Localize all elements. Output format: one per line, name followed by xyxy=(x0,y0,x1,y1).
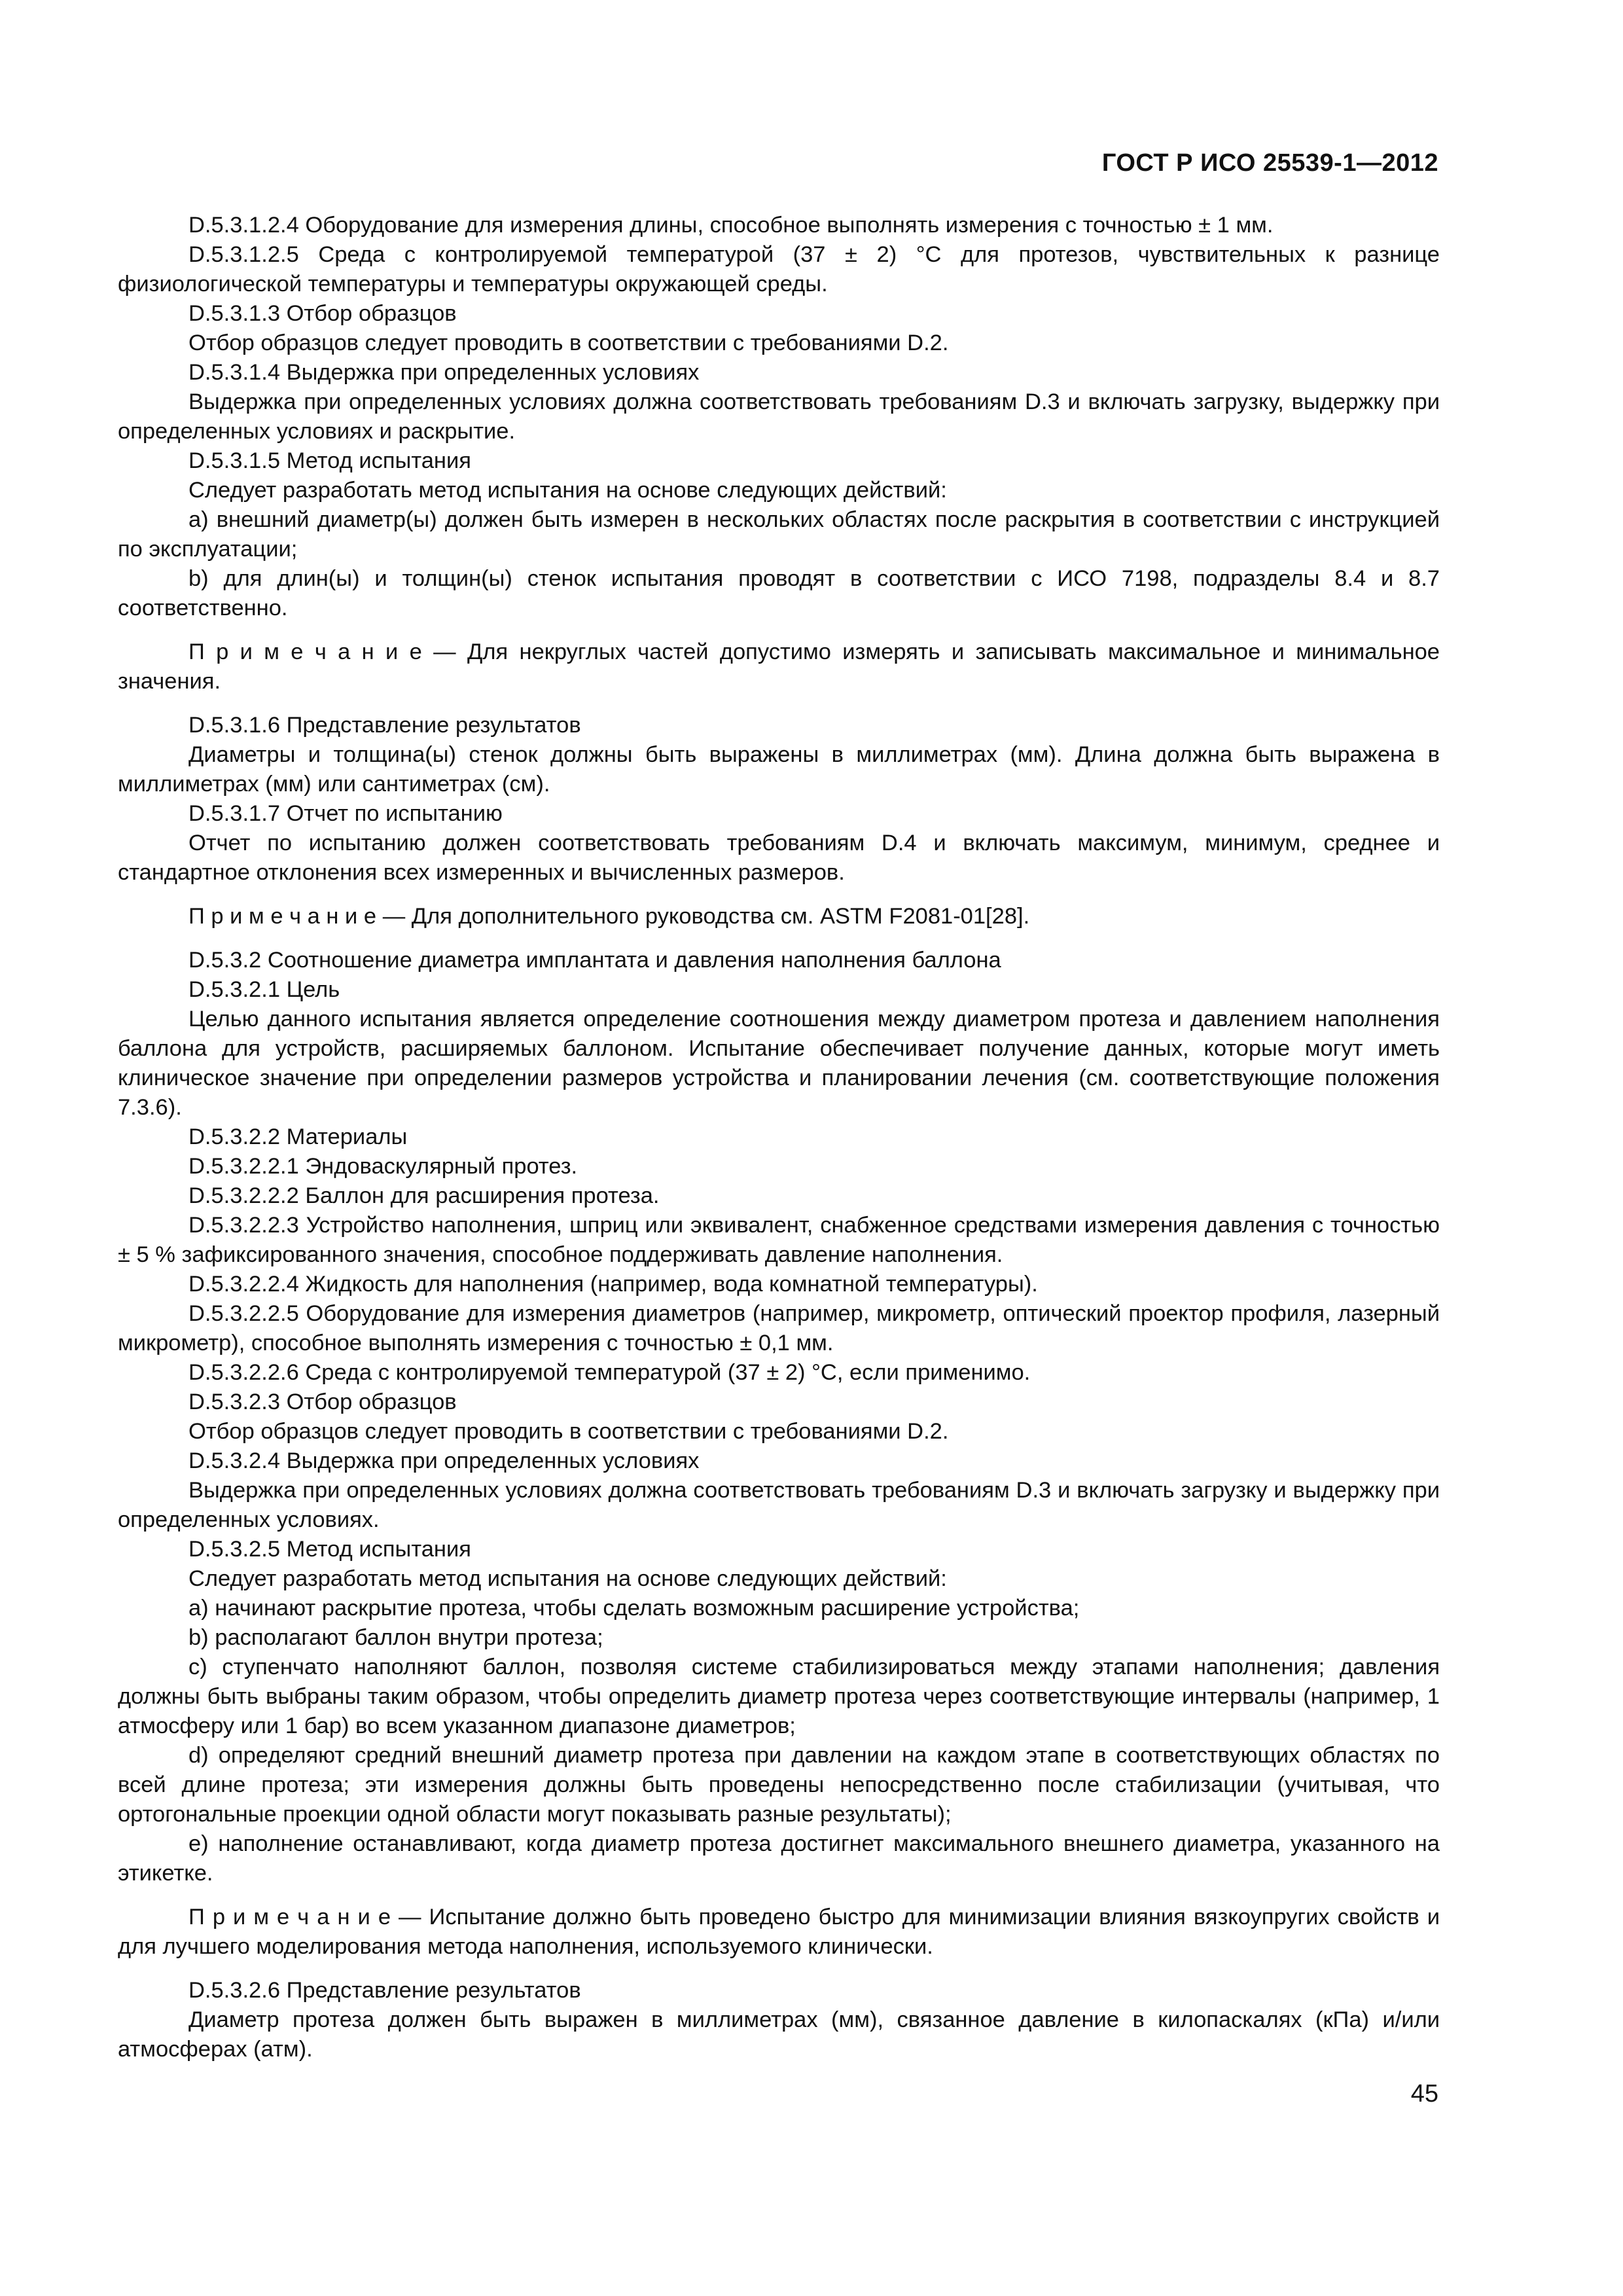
paragraph: Отчет по испытанию должен соответствовать требованиям D.4 и включать максимум, минимум, среднее и стандартное отклонения всех измеренных и вычисленных размеров. xyxy=(118,831,1440,885)
section-heading: D.5.3.2.3 Отбор образцов xyxy=(188,1390,457,1414)
section-heading: D.5.3.1.3 Отбор образцов xyxy=(188,301,457,326)
list-item: d) определяют средний внешний диаметр протеза при давлении на каждом этапе в соответствующих областях по всей длине протеза; эти измерения должны быть проведены непосредственно после стабилизации (учитывая, что ортогональные проекции одной области могут показывать разные результаты); xyxy=(118,1743,1440,1827)
section-heading: D.5.3.1.4 Выдержка при определенных условиях xyxy=(188,360,700,385)
paragraph: D.5.3.2.2.2 Баллон для расширения протеза. xyxy=(188,1183,660,1208)
section-heading: D.5.3.2.4 Выдержка при определенных условиях xyxy=(188,1448,700,1473)
paragraph: D.5.3.1.2.5 Среда с контролируемой температурой (37 ± 2) °С для протезов, чувствительных к разнице физиологической температуры и температуры окружающей среды. xyxy=(118,242,1440,296)
list-item: b) располагают баллон внутри протеза; xyxy=(188,1625,603,1650)
paragraph: Выдержка при определенных условиях должна соответствовать требованиям D.3 и включать загрузку, выдержку при определенных условиях и раскрытие. xyxy=(118,389,1440,444)
list-item: а) внешний диаметр(ы) должен быть измерен в нескольких областях после раскрытия в соответствии с инструкцией по эксплуатации; xyxy=(118,507,1440,562)
section-heading: D.5.3.1.6 Представление результатов xyxy=(188,713,581,738)
section-heading: D.5.3.2.2 Материалы xyxy=(188,1124,408,1149)
list-item: b) для длин(ы) и толщин(ы) стенок испытания проводят в соответствии с ИСО 7198, подразделы 8.4 и 8.7 соответственно. xyxy=(118,566,1440,620)
paragraph: Выдержка при определенных условиях должна соответствовать требованиям D.3 и включать загрузку и выдержку при определенных условиях. xyxy=(118,1478,1440,1532)
section-heading: D.5.3.2.6 Представление результатов xyxy=(188,1978,581,2003)
paragraph: Следует разработать метод испытания на основе следующих действий: xyxy=(188,478,947,503)
paragraph: Целью данного испытания является определение соотношения между диаметром протеза и давлением наполнения баллона для устройств, расширяемых баллоном. Испытание обеспечивает получение данных, которые могут иметь клиническое значение при определении размеров устройства и планировании лечения (см. соответствующие положения 7.3.6). xyxy=(118,1007,1440,1120)
paragraph: D.5.3.2.2.4 Жидкость для наполнения (например, вода комнатной температуры). xyxy=(188,1272,1038,1297)
page-number: 45 xyxy=(1410,2080,1438,2108)
paragraph: Отбор образцов следует проводить в соответствии с требованиями D.2. xyxy=(188,1419,949,1444)
section-heading: D.5.3.2 Соотношение диаметра имплантата и давления наполнения баллона xyxy=(188,948,1001,973)
paragraph: Диаметр протеза должен быть выражен в миллиметрах (мм), связанное давление в килопаскалях (кПа) и/или атмосферах (атм). xyxy=(118,2007,1440,2062)
note xyxy=(118,902,1440,931)
paragraph: D.5.3.2.2.6 Среда с контролируемой температурой (37 ± 2) °С, если применимо. xyxy=(188,1360,1031,1385)
paragraph: D.5.3.2.2.3 Устройство наполнения, шприц или эквивалент, снабженное средствами измерения давления с точностью ± 5 % зафиксированного значения, способное поддерживать давление наполнения. xyxy=(118,1213,1440,1267)
note-text: — Испытание должно быть проведено быстро для минимизации влияния вязкоупругих свойств и для лучшего моделирования метода наполнения, используемого клинически. xyxy=(118,1905,1440,1959)
paragraph: D.5.3.2.2.1 Эндоваскулярный протез. xyxy=(188,1154,578,1179)
document-body xyxy=(118,211,1440,2064)
note-label: П р и м е ч а н и е xyxy=(188,904,377,929)
section-heading: D.5.3.2.5 Метод испытания xyxy=(188,1537,471,1562)
note xyxy=(118,1903,1440,1962)
note-text: — Для дополнительного руководства см. ASTM F2081-01[28]. xyxy=(376,904,1030,929)
paragraph: Диаметры и толщина(ы) стенок должны быть выражены в миллиметрах (мм). Длина должна быть выражена в миллиметрах (мм) или сантиметрах (см). xyxy=(118,742,1440,797)
document-code-header: ГОСТ Р ИСО 25539-1—2012 xyxy=(1101,149,1438,177)
list-item: с) ступенчато наполняют баллон, позволяя системе стабилизироваться между этапами наполнения; давления должны быть выбраны таким образом, чтобы определить диаметр протеза через соответствующие интервалы (например, 1 атмосферу или 1 бар) во всем указанном диапазоне диаметров; xyxy=(118,1655,1440,1738)
section-heading: D.5.3.1.5 Метод испытания xyxy=(188,448,471,473)
paragraph: Отбор образцов следует проводить в соответствии с требованиями D.2. xyxy=(188,331,949,355)
paragraph: Следует разработать метод испытания на основе следующих действий: xyxy=(188,1566,947,1591)
section-heading: D.5.3.1.7 Отчет по испытанию xyxy=(188,801,503,826)
paragraph: D.5.3.2.2.5 Оборудование для измерения диаметров (например, микрометр, оптический проектор профиля, лазерный микрометр), способное выполнять измерения с точностью ± 0,1 мм. xyxy=(118,1301,1440,1355)
note xyxy=(118,637,1440,696)
paragraph: D.5.3.1.2.4 Оборудование для измерения длины, способное выполнять измерения с точностью ± 1 мм. xyxy=(188,213,1274,238)
section-heading: D.5.3.2.1 Цель xyxy=(188,977,340,1002)
note-text: — Для некруглых частей допустимо измерять и записывать максимальное и минимальное значения. xyxy=(118,639,1440,694)
list-item: е) наполнение останавливают, когда диаметр протеза достигнет максимального внешнего диаметра, указанного на этикетке. xyxy=(118,1831,1440,1886)
list-item: а) начинают раскрытие протеза, чтобы сделать возможным расширение устройства; xyxy=(188,1596,1080,1621)
note-label: П р и м е ч а н и е xyxy=(188,639,422,664)
note-label: П р и м е ч а н и е xyxy=(188,1905,391,1929)
